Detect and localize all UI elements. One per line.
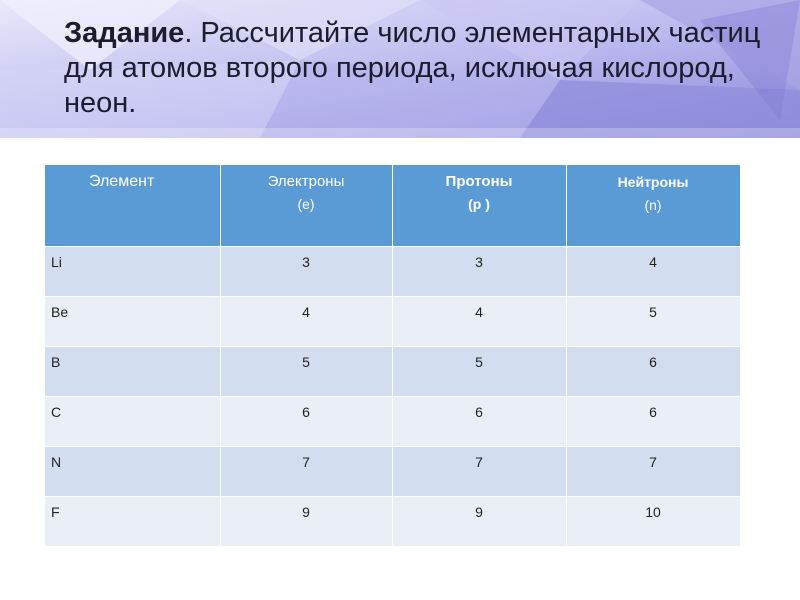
header-protons xyxy=(392,165,566,246)
header-element xyxy=(45,165,220,246)
cell-neutrons: 5 xyxy=(566,296,740,346)
cell-neutrons: 10 xyxy=(566,496,740,546)
cell-electrons: 7 xyxy=(220,446,392,496)
title-lead: Задание xyxy=(64,17,185,49)
cell-electrons: 9 xyxy=(220,496,392,546)
table-row xyxy=(45,446,740,496)
cell-element: F xyxy=(45,496,220,546)
cell-protons: 3 xyxy=(392,246,566,296)
cell-protons: 9 xyxy=(392,496,566,546)
title-banner xyxy=(0,0,800,138)
header-protons-label: Протоны xyxy=(445,173,513,190)
cell-element: N xyxy=(45,446,220,496)
table-row xyxy=(45,346,740,396)
cell-protons: 4 xyxy=(392,296,566,346)
header-neutrons-label: Нейтроны xyxy=(617,174,689,190)
cell-element: C xyxy=(45,396,220,446)
title-text: . Рассчитайте число элементарных частиц для атомов второго периода, исключая кислород, неон. xyxy=(64,17,761,119)
header-electrons-sub: (е) xyxy=(297,196,315,212)
table-row xyxy=(45,246,740,296)
table-header-row xyxy=(45,165,740,246)
cell-electrons: 5 xyxy=(220,346,392,396)
header-protons-sub: (р ) xyxy=(468,196,490,212)
header-element-label: Элемент xyxy=(89,173,155,190)
cell-electrons: 6 xyxy=(220,396,392,446)
table-row xyxy=(45,396,740,446)
header-neutrons xyxy=(566,165,740,246)
cell-protons: 6 xyxy=(392,396,566,446)
particles-table xyxy=(45,165,741,546)
header-neutrons-sub: (n) xyxy=(644,197,662,213)
cell-element: B xyxy=(45,346,220,396)
cell-protons: 7 xyxy=(392,446,566,496)
cell-element: Be xyxy=(45,296,220,346)
cell-protons: 5 xyxy=(392,346,566,396)
cell-electrons: 4 xyxy=(220,296,392,346)
cell-neutrons: 4 xyxy=(566,246,740,296)
table-row xyxy=(45,296,740,346)
header-electrons-label: Электроны xyxy=(267,173,345,190)
header-electrons xyxy=(220,165,392,246)
slide-title xyxy=(64,16,764,121)
cell-element: Li xyxy=(45,246,220,296)
cell-neutrons: 7 xyxy=(566,446,740,496)
cell-electrons: 3 xyxy=(220,246,392,296)
cell-neutrons: 6 xyxy=(566,346,740,396)
table-row xyxy=(45,496,740,546)
cell-neutrons: 6 xyxy=(566,396,740,446)
